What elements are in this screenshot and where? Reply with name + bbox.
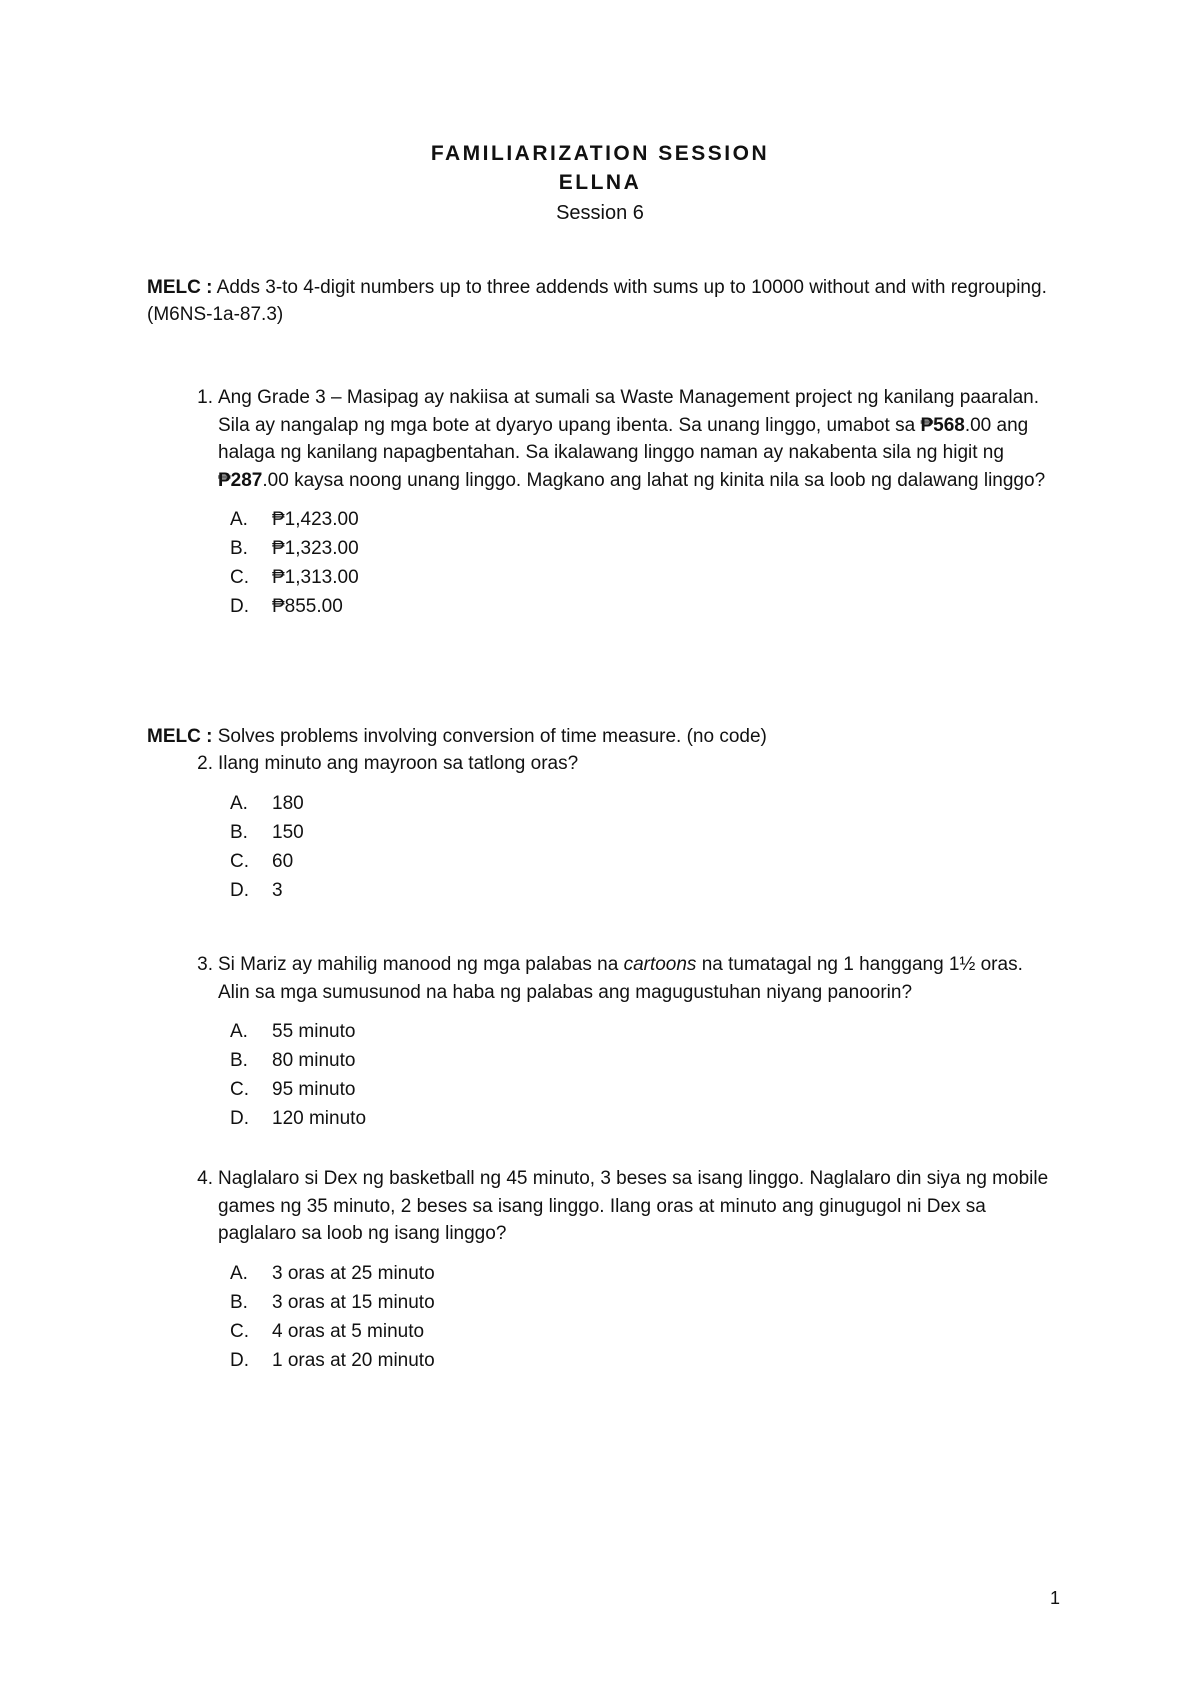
melc-text: Adds 3-to 4-digit numbers up to three addends with sums up to 10000 without and with regrouping.(M6NS-1a-87.3) xyxy=(147,277,1047,325)
melc-competency-2 xyxy=(147,723,1057,750)
answer-option-b: B. 80 minuto xyxy=(230,1050,356,1071)
answer-options xyxy=(230,1259,1057,1375)
answer-option-c: C. 60 xyxy=(230,850,294,872)
melc-text: Solves problems involving conversion of time measure. (no code) xyxy=(212,726,767,747)
amount: ₱287 xyxy=(218,469,263,491)
question-text: Ilang minuto ang mayroon sa tatlong oras? xyxy=(218,753,579,774)
amount: ₱568 xyxy=(920,414,965,436)
answer-options xyxy=(230,1017,1057,1133)
melc-label: MELC : xyxy=(147,726,213,747)
question-3 xyxy=(147,951,1057,1133)
question-2 xyxy=(147,750,1057,905)
emphasized-word: cartoons xyxy=(623,954,697,975)
answer-option-b: B. 150 xyxy=(230,821,304,843)
melc-competency-1 xyxy=(147,274,1057,328)
answer-option-b: B. 3 oras at 15 minuto xyxy=(230,1291,435,1313)
question-number: 2. xyxy=(197,753,213,774)
page-number: 1 xyxy=(1049,1588,1060,1608)
answer-options xyxy=(230,789,1057,905)
answer-option-c: C. 95 minuto xyxy=(230,1079,356,1100)
question-number: 3. xyxy=(197,954,213,975)
answer-option-d: D. ₱855.00 xyxy=(230,596,343,617)
answer-option-c: C. ₱1,313.00 xyxy=(230,567,359,588)
answer-option-d: D. 1 oras at 20 minuto xyxy=(230,1349,435,1371)
question-number: 4. xyxy=(197,1168,213,1189)
answer-option-a: A. 3 oras at 25 minuto xyxy=(230,1262,435,1284)
session-label: Session 6 xyxy=(556,202,644,224)
document-title: FAMILIARIZATION SESSION xyxy=(430,142,770,165)
answer-option-a: A. 180 xyxy=(230,792,304,814)
answer-option-b: B. ₱1,323.00 xyxy=(230,538,359,559)
question-1 xyxy=(147,384,1057,621)
answer-option-c: C. 4 oras at 5 minuto xyxy=(230,1320,425,1342)
answer-option-d: D. 120 minuto xyxy=(230,1108,367,1129)
answer-options xyxy=(230,505,1057,621)
answer-option-a: A. 55 minuto xyxy=(230,1021,356,1042)
melc-label: MELC : xyxy=(147,277,213,298)
question-text: Ang Grade 3 – Masipag ay nakiisa at sumali sa Waste Management project ng kanilang paaralan. Sila ay nangalap ng mga bote at dyaryo upang ibenta. Sa unang linggo, umabot sa ₱568.00 ang halaga ng kanilang napagbentahan. Sa ikalawang linggo naman ay nakabenta sila ng higit ng ₱287.00 kaysa noong unang linggo. Magkano ang lahat ng kinita nila sa loob ng dalawang linggo? xyxy=(218,387,1046,491)
question-4 xyxy=(147,1165,1057,1375)
document-header xyxy=(0,140,1200,228)
document-subtitle: ELLNA xyxy=(558,171,642,194)
answer-option-d: D. 3 xyxy=(230,879,283,901)
question-text: Si Mariz ay mahilig manood ng mga palabas na cartoons na tumatagal ng 1 hanggang 1½ oras. Alin sa mga sumusunod na haba ng palabas ang magugustuhan niyang panoorin? xyxy=(218,954,1023,1003)
answer-option-a: A. ₱1,423.00 xyxy=(230,509,359,530)
question-number: 1. xyxy=(197,387,213,408)
question-text: Naglalaro si Dex ng basketball ng 45 minuto, 3 beses sa isang linggo. Naglalaro din siya ng mobile games ng 35 minuto, 2 beses sa isang linggo. Ilang oras at minuto ang ginugugol ni Dex sa paglalaro sa loob ng isang linggo? xyxy=(218,1168,1049,1244)
